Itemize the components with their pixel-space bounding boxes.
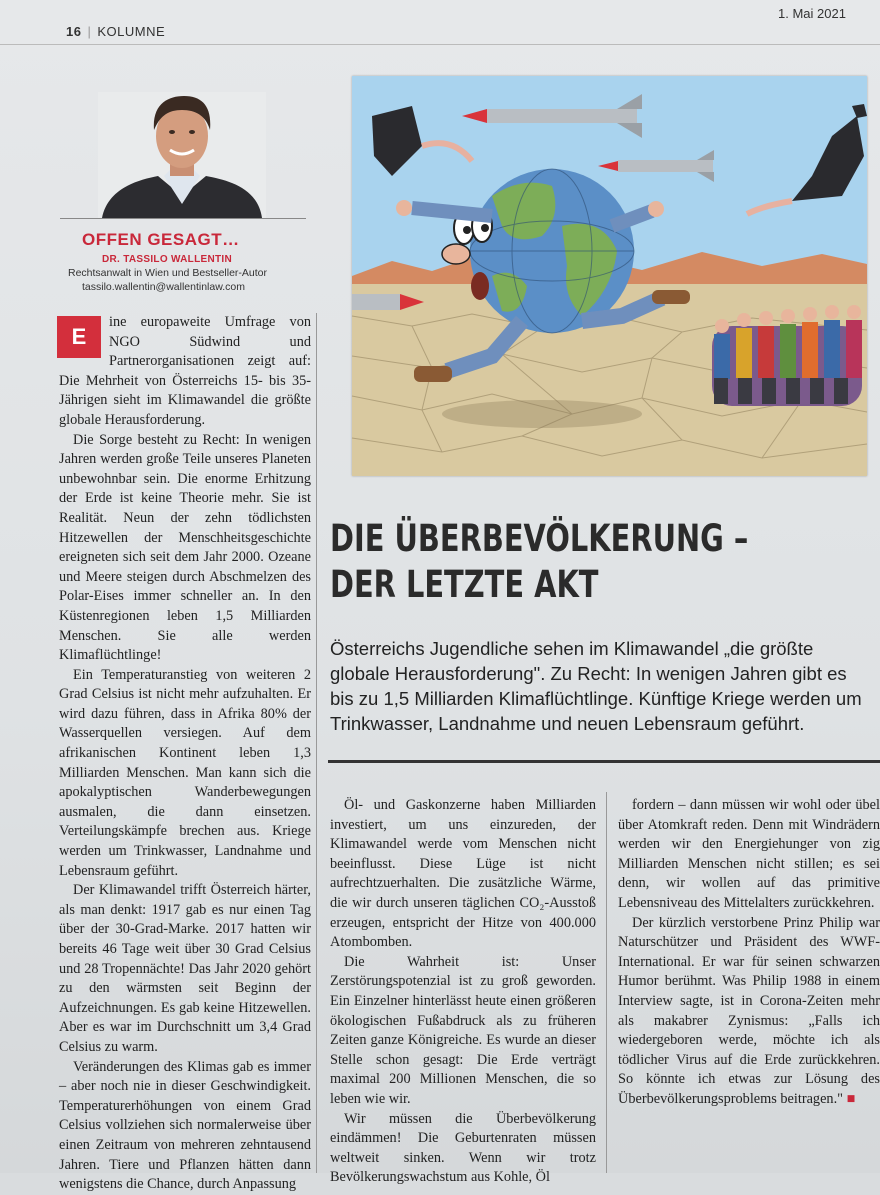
- paragraph: Der Klimawandel trifft Österreich härter, als man denkt: 1917 gab es nur einen Tag über der 30-Grad-Marke. 2017 hatten wir bereits 46 Tage weit über 30 Grad Celsius und 28 Tropennächte! Das Jahr 2020 gehört zu den wärmsten seit Beginn der Aufzeichnungen. Es gab keine Hitzewellen. Aber es war im Durchschnitt um 3,4 Grad Celsius zu warm.: [59, 882, 311, 1055]
- paragraph: Wir müssen die Überbevölkerung eindämmen! Die Geburtenraten müssen weltweit sinken. Wenn wir trotz Bevölkerungswachstum aus Kohle, Öl: [330, 1110, 596, 1186]
- page-number: 16: [66, 24, 82, 39]
- article-column-2: [330, 796, 596, 1186]
- author-name: DR. TASSILO WALLENTIN: [102, 254, 232, 265]
- paragraph: Ein Temperaturanstieg von weiteren 2 Grad Celsius ist nicht mehr aufzuhalten. Er wird dazu führen, dass in Afrika 80% der Wasserquellen versiegen. Auf dem afrikanischen Kontinent leben 1,3 Milliarden Menschen. Man kann sich die apokalyptischen Wanderbewegungen ausmalen, die dann einsetzen. Verteilungskämpfe brechen aus. Kriege werden um Trinkwasser, Landnahme und Lebensraum geführt.: [59, 666, 311, 879]
- headline-line-2: DER LETZTE AKT: [330, 563, 599, 606]
- issue-date: 1. Mai 2021: [778, 6, 846, 21]
- author-divider: [60, 218, 306, 219]
- header-divider: [0, 44, 880, 45]
- column-divider: [606, 792, 607, 1173]
- author-email: tassilo.wallentin@wallentinlaw.com: [82, 281, 245, 293]
- article-column-3: [618, 796, 880, 1173]
- author-role: Rechtsanwalt in Wien und Bestseller-Autor: [68, 267, 268, 279]
- column-title: OFFEN GESAGT…: [82, 230, 240, 249]
- end-mark: ■: [846, 1090, 856, 1107]
- paragraph: Die Wahrheit ist: Unser Zerstörungspotenzial ist zu groß geworden. Ein Einzelner hinterlässt heute einen größeren ökologischen Fußabdruck als zu früheren Zeiten ganze Königreiche. Es wurde an dieser Stelle schon gesagt: Die Erde verträgt maximal 200 Millionen Menschen, die so leben wie wir.: [330, 953, 596, 1107]
- paragraph: Veränderungen des Klimas gab es immer – aber noch nie in dieser Geschwindigkeit. Temperaturerhöhungen von einem Grad Celsius vollziehen sich normalerweise über einen Zeitraum von mehreren zehntausend Jahren. Tiere und Pflanzen hätten dann wenigstens die Chance, durch Anpassung: [59, 1058, 311, 1193]
- teaser-divider: [328, 760, 880, 763]
- paragraph-text: Der kürzlich verstorbene Prinz Philip war Naturschützer und Präsident des WWF-International. Er war für seinen schwarzen Humor berühmt. Was Philip 1988 in einem Interview sagte, ist in Corona-Zeiten mehr als makabrer Zynismus: „Falls ich wiedergeboren werde, möchte ich als tödlicher Virus auf die Erde zurückkehren. So könnte ich etwas zur Lösung des Überbevölkerungsproblems beitragen.": [618, 914, 880, 1107]
- column-divider: [316, 313, 317, 1173]
- paragraph: fordern – dann müssen wir wohl oder übel über Atomkraft reden. Denn mit Windrädern werden wir den Energiehunger von zig Milliarden Menschen nicht stillen; es sei denn, wir wollen auf das primitive Lebensniveau des Mittelalters zurückkehren.: [618, 797, 880, 911]
- paragraph: ine europaweite Umfrage von NGO Südwind und Partnerorganisationen zeigt auf: Die Mehrheit von Österreichs 15- bis 35-Jährigen sieht im Klimawandel die größte globale Herausforderung.: [59, 314, 311, 428]
- dropcap: E: [57, 316, 101, 358]
- article-column-1: [59, 313, 311, 1193]
- paragraph: [618, 914, 880, 1110]
- headline-line-1: DIE ÜBERBEVÖLKERUNG –: [330, 517, 749, 560]
- section-label: KOLUMNE: [97, 24, 166, 39]
- page-header: 16 | KOLUMNE: [66, 24, 166, 39]
- paragraph: Die Sorge besteht zu Recht: In wenigen Jahren werden große Teile unseres Planeten unbewohnbar sein. Die enorme Erhitzung der Erde ist keine Theorie mehr. Sie ist Realität. Neun der zehn tödlichsten Hitzewellen der Menschheitsgeschichte ereigneten sich seit dem Jahr 2000. Ozeane und Meere steigen durch Abschmelzen des Polar-Eises immer schneller an. In den Küstenregionen leben 1,5 Milliarden Menschen. Sie alle werden Klimaflüchtlinge!: [59, 431, 311, 664]
- cartoon-illustration: [352, 76, 867, 476]
- article-headline: [330, 516, 751, 608]
- paragraph: Öl- und Gaskonzerne haben Milliarden investiert, um uns einzureden, der Klimawandel werde vom Menschen nicht beeinflusst. Diese Lüge ist nicht aufrechtzuerhalten. Die zusätzliche Wärme, die wir durch unseren täglichen CO₂-Ausstoß erzeugen, entspricht der Hitze von 400.000 Atombomben.: [330, 797, 596, 951]
- article-teaser: Österreichs Jugendliche sehen im Klimawandel „die größte globale Herausforderung". Zu Recht: In wenigen Jahren gibt es bis zu 1,5 Milliarden Klimaflüchtlinge. Künftige Kriege werden um Trinkwasser, Landnahme und neuen Lebensraum geführt.: [330, 638, 862, 734]
- author-photo: [98, 92, 266, 218]
